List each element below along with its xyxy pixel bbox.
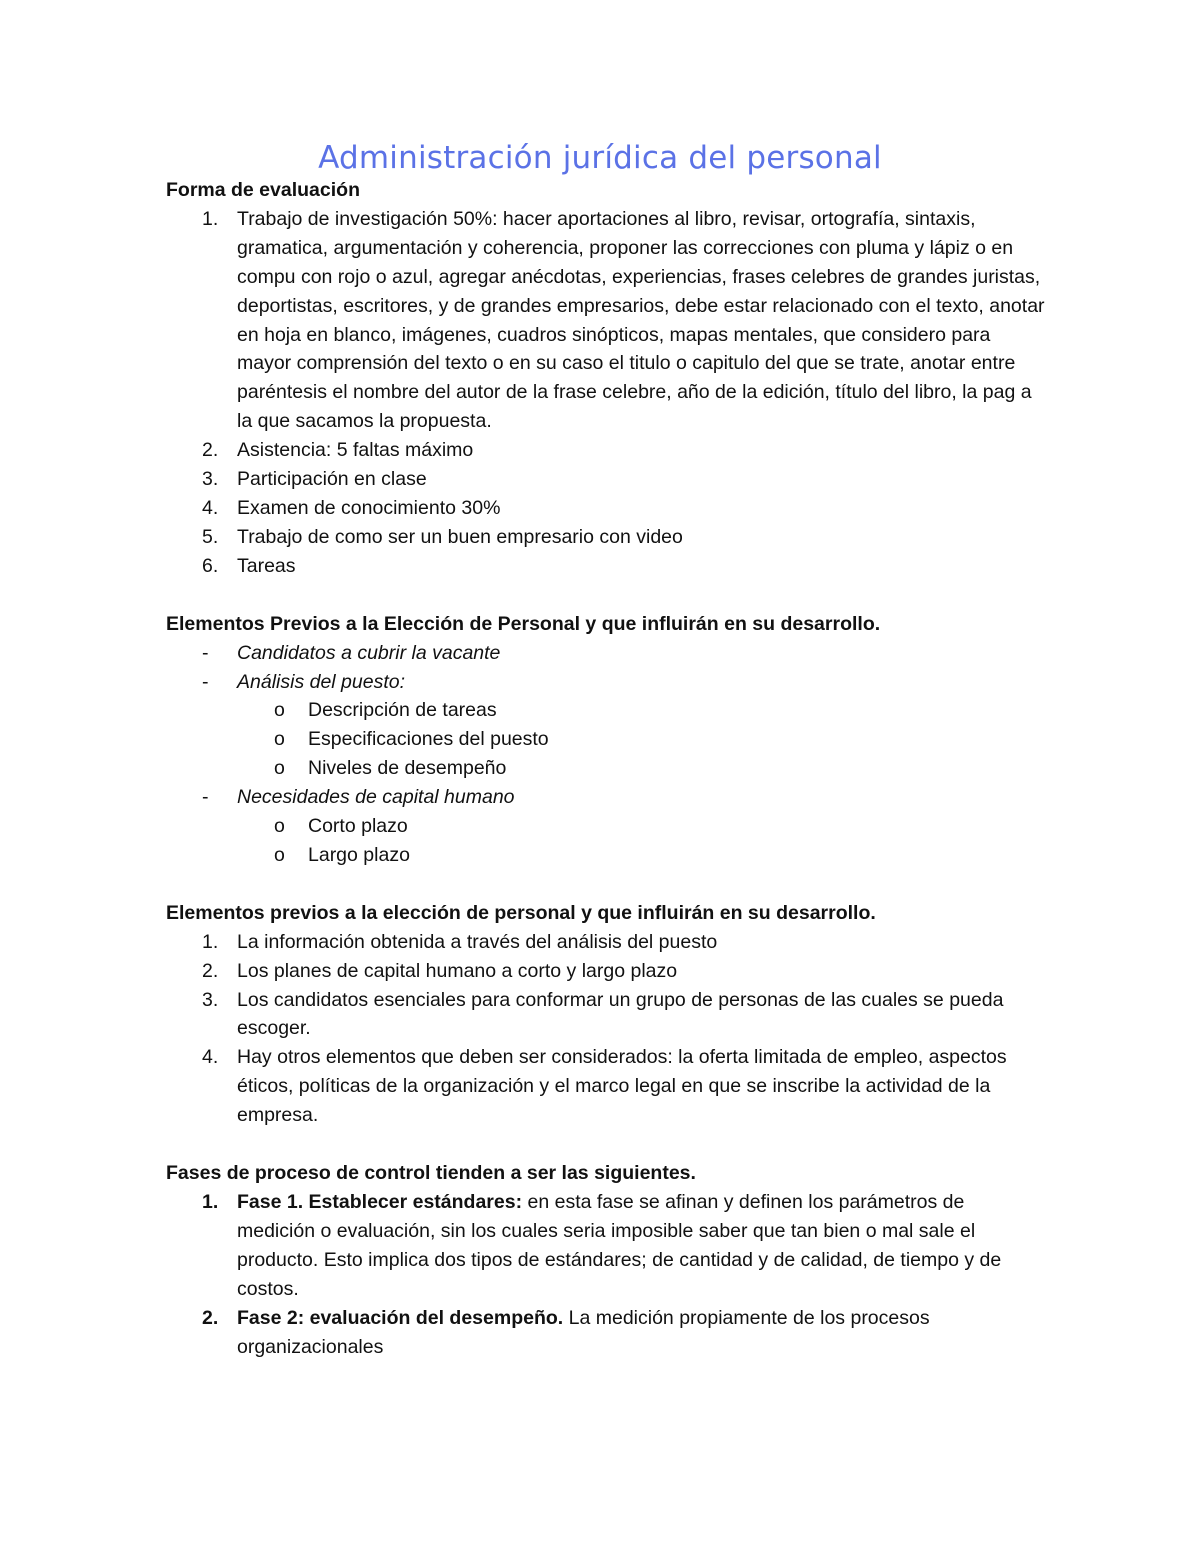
sublist-item-text: Descripción de tareas [308, 699, 497, 722]
sublist-item-text: Niveles de desempeño [308, 757, 507, 780]
evaluation-list [166, 205, 1046, 581]
phase-title: Fase 1. Establecer estándares: [237, 1191, 523, 1213]
list-number: 2. [202, 959, 219, 982]
section-heading-selection-elements: Elementos previos a la elección de personal y que influirán en su desarrollo. [166, 901, 876, 924]
list-item [166, 436, 1046, 465]
document-body [166, 176, 1046, 1361]
list-number: 1. [202, 207, 219, 230]
document-title: Administración jurídica del personal [318, 140, 882, 176]
paragraph-spacer [166, 870, 1046, 899]
list-item-text: Trabajo de como ser un buen empresario con video [237, 525, 683, 548]
job-analysis-sublist [166, 696, 1046, 783]
list-number: 3. [202, 988, 219, 1011]
list-item-text: Análisis del puesto: [237, 670, 406, 693]
list-item [166, 205, 1046, 436]
list-item-text: Examen de conocimiento 30% [237, 496, 501, 519]
list-item [166, 494, 1046, 523]
list-number: 5. [202, 525, 219, 548]
list-number: 4. [202, 496, 219, 519]
sublist-item [166, 841, 1046, 870]
list-item [166, 928, 1046, 957]
sublist-item [166, 725, 1046, 754]
phase-title: Fase 2: evaluación del desempeño. [237, 1306, 564, 1329]
circle-bullet: o [274, 757, 285, 780]
list-item-text: Participación en clase [237, 468, 427, 491]
selection-elements-list [166, 928, 1046, 1130]
sublist-item [166, 696, 1046, 725]
list-item [166, 957, 1046, 986]
previous-elements-list [166, 639, 1046, 697]
list-item [166, 783, 1046, 812]
list-number: 2. [202, 1306, 219, 1329]
circle-bullet: o [274, 843, 285, 866]
list-item [166, 552, 1046, 581]
section-heading-evaluation: Forma de evaluación [166, 179, 360, 201]
list-item-text: La medición propiamente de los procesos organizacionales [237, 1306, 930, 1358]
paragraph-spacer [166, 1130, 1046, 1159]
list-number: 6. [202, 554, 219, 577]
circle-bullet: o [274, 728, 285, 751]
list-item-text: en esta fase se afinan y definen los parámetros de medición o evaluación, sin los cuales seria imposible saber que tan bien o mal sale el producto. Esto implica dos tipos de estándares; de cantidad y de calidad, de tiempo y de costos. [237, 1191, 1002, 1300]
list-item-text: Asistencia: 5 faltas máximo [237, 439, 474, 462]
dash-bullet: - [202, 641, 209, 664]
control-phases-list [166, 1188, 1046, 1361]
list-item [166, 668, 1046, 697]
list-item [166, 523, 1046, 552]
section-heading-control-phases: Fases de proceso de control tienden a ser las siguientes. [166, 1162, 696, 1185]
circle-bullet: o [274, 699, 285, 722]
list-number: 2. [202, 439, 219, 462]
list-item [166, 1304, 1046, 1362]
list-item [166, 1188, 1046, 1304]
list-item-text: Trabajo de investigación 50%: hacer aportaciones al libro, revisar, ortografía, sintaxis, gramatica, argumentación y coherencia, proponer las correcciones con pluma y lápiz o en compu con rojo o azul, agregar anécdotas, experiencias, frases celebres de grandes juristas, deportistas, escritores, y de grandes empresarios, debe estar relacionado con el texto, anotar en hoja en blanco, imágenes, cuadros sinópticos, mapas mentales, que considero para mayor comprensión del texto o en su caso el titulo o capitulo del que se trate, anotar entre paréntesis el nombre del autor de la frase celebre, año de la edición, título del libro, la pag a la que sacamos la propuesta. [237, 207, 1045, 433]
list-item [166, 986, 1046, 1044]
list-number: 4. [202, 1046, 219, 1069]
list-item-text: Los planes de capital humano a corto y largo plazo [237, 959, 678, 982]
paragraph-spacer [166, 581, 1046, 610]
list-item-text: Necesidades de capital humano [237, 786, 515, 809]
dash-bullet: - [202, 786, 209, 809]
list-item-text: Candidatos a cubrir la vacante [237, 641, 501, 664]
list-item-text: La información obtenida a través del análisis del puesto [237, 930, 718, 953]
list-number: 1. [202, 930, 219, 953]
list-item [166, 639, 1046, 668]
sublist-item [166, 754, 1046, 783]
human-capital-sublist [166, 812, 1046, 870]
list-item-text: Hay otros elementos que deben ser considerados: la oferta limitada de empleo, aspectos éticos, políticas de la organización y el marco legal en que se inscribe la actividad de la empresa. [237, 1046, 1007, 1127]
list-item [166, 1043, 1046, 1130]
sublist-item-text: Especificaciones del puesto [308, 728, 549, 751]
dash-bullet: - [202, 670, 209, 693]
previous-elements-list-cont [166, 783, 1046, 812]
circle-bullet: o [274, 815, 285, 838]
sublist-item-text: Corto plazo [308, 815, 408, 838]
list-item-text: Los candidatos esenciales para conformar un grupo de personas de las cuales se pueda escoger. [237, 988, 1004, 1040]
list-number: 1. [202, 1191, 219, 1213]
sublist-item-text: Largo plazo [308, 843, 410, 866]
section-heading-previous-elements: Elementos Previos a la Elección de Personal y que influirán en su desarrollo. [166, 612, 881, 635]
list-item-text: Tareas [237, 554, 296, 577]
list-number: 3. [202, 468, 219, 491]
list-item [166, 465, 1046, 494]
sublist-item [166, 812, 1046, 841]
